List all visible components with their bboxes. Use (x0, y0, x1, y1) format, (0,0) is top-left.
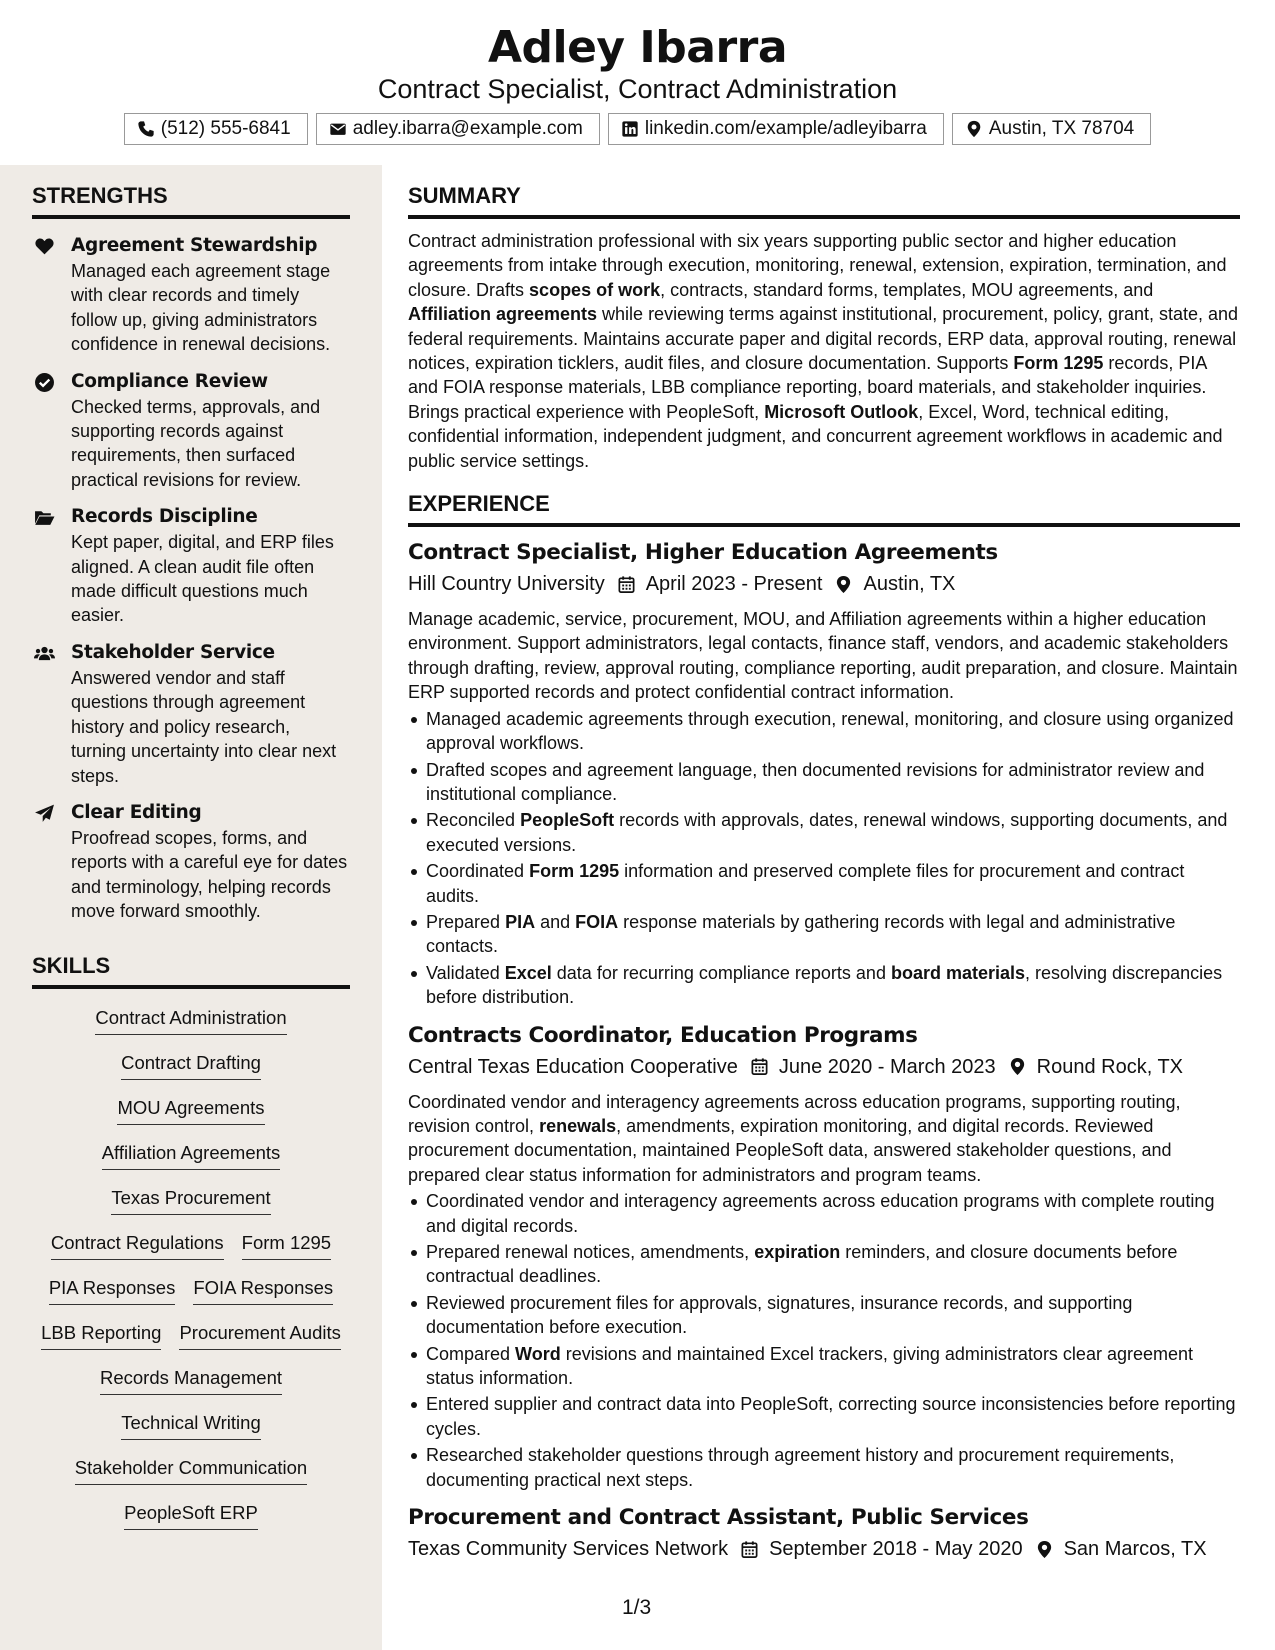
skill-row (32, 1275, 350, 1320)
skill-tag: Contract Drafting (121, 1050, 261, 1080)
contact-bar (0, 113, 1275, 145)
job-description: Coordinated vendor and interagency agreements across education programs, supporting routing, revision control, renewals, amendments, expiration monitoring, and digital records. Reviewed procurement documentation, maintained PeopleSoft data, answered stakeholder questions, and prepared clear status information for administrators and program teams. (408, 1091, 1181, 1185)
job-meta (408, 1534, 1240, 1564)
skill-row (32, 1095, 350, 1140)
contact-location (952, 113, 1151, 145)
phone-icon (137, 120, 155, 138)
strength-name: Compliance Review (71, 370, 268, 392)
job-entry (408, 1504, 1240, 1564)
contact-phone-text: (512) 555-6841 (160, 118, 291, 139)
check-circle-icon (34, 372, 55, 393)
contact-linkedin (608, 113, 944, 145)
emphasis-text: Word (515, 1343, 561, 1364)
skill-row (32, 1005, 350, 1050)
job-bullets (408, 1189, 1240, 1492)
job-dates: September 2018 - May 2020 (769, 1538, 1023, 1561)
skill-tag: Contract Regulations (51, 1230, 224, 1260)
job-title: Contracts Coordinator, Education Programs (408, 1022, 918, 1048)
strength-item (32, 369, 350, 493)
experience-list (408, 539, 1240, 1564)
contact-linkedin-text: linkedin.com/example/adleyibarra (644, 118, 927, 139)
heart-icon (34, 236, 55, 257)
folder-open-icon (34, 507, 55, 528)
contact-location-text: Austin, TX 78704 (988, 118, 1135, 139)
skill-row (32, 1185, 350, 1230)
skill-tag: LBB Reporting (41, 1320, 161, 1350)
calendar-icon (617, 575, 636, 594)
skill-row (32, 1410, 350, 1455)
skill-tag: Technical Writing (121, 1410, 261, 1440)
bullet-item: Validated Excel data for recurring compliance reports and board materials, resolving discrepancies before distribution. (408, 961, 1240, 1010)
job-company: Texas Community Services Network (408, 1538, 729, 1561)
job-location: Round Rock, TX (1036, 1055, 1184, 1078)
strength-item (32, 504, 350, 628)
map-pin-icon (1008, 1057, 1027, 1076)
contact-phone (124, 113, 308, 145)
emphasis-text: Excel (504, 962, 552, 983)
skill-row (32, 1320, 350, 1365)
strength-name: Agreement Stewardship (71, 235, 318, 256)
bullet-item: Coordinated Form 1295 information and preserved complete files for procurement and contract audits. (408, 859, 1240, 908)
strengths-heading: STRENGTHS (32, 183, 350, 219)
bullet-item: Reviewed procurement files for approvals, signatures, insurance records, and supporting documentation before execution. (408, 1291, 1240, 1340)
job-meta (408, 569, 1240, 599)
emphasis-text: Form 1295 (1013, 353, 1104, 374)
emphasis-text: scopes of work (529, 279, 661, 300)
skill-tag: Contract Administration (95, 1005, 286, 1035)
bullet-item: Prepared renewal notices, amendments, expiration reminders, and closure documents before contractual deadlines. (408, 1240, 1240, 1289)
map-pin-icon (1035, 1540, 1054, 1559)
map-pin-icon (965, 120, 983, 138)
job-title: Contract Specialist, Higher Education Agreements (408, 540, 998, 566)
skills-section (32, 953, 350, 1545)
job-dates: June 2020 - March 2023 (778, 1055, 996, 1078)
sidebar (0, 165, 382, 1650)
skill-tag: MOU Agreements (117, 1095, 264, 1125)
resume-header (0, 0, 1275, 165)
emphasis-text: Microsoft Outlook (764, 401, 919, 422)
skill-tag: FOIA Responses (193, 1275, 333, 1305)
skill-tag: Affiliation Agreements (102, 1140, 281, 1170)
bullet-item: Prepared PIA and FOIA response materials by gathering records with legal and administrative contacts. (408, 910, 1240, 959)
paper-plane-icon (34, 803, 55, 824)
bullet-item: Reconciled PeopleSoft records with approvals, dates, renewal windows, supporting documents, and executed versions. (408, 808, 1240, 857)
summary-heading: SUMMARY (408, 183, 1240, 219)
strength-name: Records Discipline (71, 506, 258, 528)
emphasis-text: Affiliation agreements (408, 304, 598, 325)
job-entry (408, 1022, 1240, 1493)
job-location: Austin, TX (863, 573, 956, 596)
page-number: 1/3 (622, 1596, 652, 1619)
bullet-item: Entered supplier and contract data into PeopleSoft, correcting source inconsistencies before reporting cycles. (408, 1392, 1240, 1441)
skill-tag: PeopleSoft ERP (124, 1500, 258, 1530)
strength-desc: Checked terms, approvals, and supporting records against requirements, then surfaced practical revisions for review. (71, 396, 321, 490)
users-icon (34, 643, 55, 664)
strength-desc: Kept paper, digital, and ERP files aligned. A clean audit file often made difficult questions much easier. (71, 532, 334, 626)
envelope-icon (329, 120, 347, 138)
strength-item (32, 640, 350, 788)
strengths-section (32, 183, 350, 924)
strength-desc: Proofread scopes, forms, and reports with a careful eye for dates and terminology, helping records move forward smoothly. (71, 827, 348, 922)
job-location: San Marcos, TX (1063, 1538, 1207, 1561)
emphasis-text: board materials (890, 962, 1026, 983)
emphasis-text: renewals (539, 1115, 617, 1136)
strength-desc: Answered vendor and staff questions through agreement history and policy research, turning uncertainty into clear next steps. (71, 667, 337, 786)
skill-tag: Procurement Audits (179, 1320, 340, 1350)
job-description: Manage academic, service, procurement, MOU, and Affiliation agreements within a higher education environment. Support administrators, legal contacts, finance staff, vendors, and academic stakeholders through drafting, review, approval routing, compliance reporting, audit preparation, and closure. Maintain ERP supported records and protect confidential contract information. (408, 609, 1238, 703)
strength-item (32, 233, 350, 357)
skills-heading: SKILLS (32, 953, 350, 989)
skill-row (32, 1050, 350, 1095)
summary-text: Contract administration professional with six years supporting public sector and higher education agreements from intake through execution, monitoring, renewal, extension, expiration, termination, and closure. Drafts scopes of work, contracts, standard forms, templates, MOU agreements, and Affiliation agreements while reviewing terms against institutional, procurement, policy, grant, state, and federal requirements. Maintains accurate paper and digital records, ERP data, approval routing, renewal notices, expiration ticklers, audit files, and closure documentation. Supports Form 1295 records, PIA and FOIA response materials, LBB compliance reporting, board materials, and stakeholder inquiries. Brings practical experience with PeopleSoft, Microsoft Outlook, Excel, Word, technical editing, confidential information, independent judgment, and concurrent agreement workflows in academic and public service settings. (408, 231, 1239, 471)
skill-tag: Form 1295 (242, 1230, 331, 1260)
bullet-item: Managed academic agreements through execution, renewal, monitoring, and closure using organized approval workflows. (408, 707, 1240, 756)
skill-row (32, 1455, 350, 1500)
skill-row (32, 1140, 350, 1185)
skill-tag: Records Management (100, 1365, 282, 1395)
job-entry (408, 539, 1240, 1010)
emphasis-text: PeopleSoft (520, 810, 615, 831)
linkedin-icon (621, 120, 639, 138)
job-title: Procurement and Contract Assistant, Public Services (408, 1505, 1029, 1531)
main-content (408, 183, 1240, 1564)
job-meta (408, 1052, 1240, 1082)
calendar-icon (750, 1057, 769, 1076)
bullet-item: Drafted scopes and agreement language, then documented revisions for administrator review and institutional compliance. (408, 758, 1240, 807)
experience-heading: EXPERIENCE (408, 491, 1240, 527)
map-pin-icon (834, 575, 853, 594)
bullet-item: Coordinated vendor and interagency agreements across education programs with complete routing and digital records. (408, 1189, 1240, 1238)
bullet-item: Researched stakeholder questions through agreement history and procurement requirements, documenting practical next steps. (408, 1443, 1240, 1492)
strength-name: Stakeholder Service (71, 641, 275, 663)
skill-tag: Texas Procurement (111, 1185, 270, 1215)
skill-row (32, 1365, 350, 1410)
emphasis-text: FOIA (575, 911, 619, 932)
skill-tag: PIA Responses (49, 1275, 176, 1305)
skill-tag: Stakeholder Communication (75, 1455, 307, 1485)
candidate-name: Adley Ibarra (487, 22, 788, 73)
strength-desc: Managed each agreement stage with clear records and timely follow up, giving administrators confidence in renewal decisions. (71, 261, 331, 355)
job-dates: April 2023 - Present (645, 573, 823, 596)
emphasis-text: Form 1295 (529, 861, 620, 882)
candidate-title: Contract Specialist, Contract Administration (377, 74, 898, 104)
job-company: Hill Country University (408, 573, 605, 596)
skill-row (32, 1230, 350, 1275)
strength-name: Clear Editing (71, 801, 202, 823)
strength-item (32, 800, 350, 924)
contact-email (316, 113, 600, 145)
calendar-icon (740, 1540, 759, 1559)
skills-list (32, 1005, 350, 1545)
job-bullets (408, 707, 1240, 1010)
emphasis-text: expiration (754, 1242, 841, 1262)
emphasis-text: PIA (505, 911, 536, 932)
bullet-item: Compared Word revisions and maintained Excel trackers, giving administrators clear agreement status information. (408, 1342, 1240, 1391)
job-company: Central Texas Education Cooperative (408, 1055, 738, 1078)
contact-email-text: adley.ibarra@example.com (352, 118, 583, 139)
skill-row (32, 1500, 350, 1545)
